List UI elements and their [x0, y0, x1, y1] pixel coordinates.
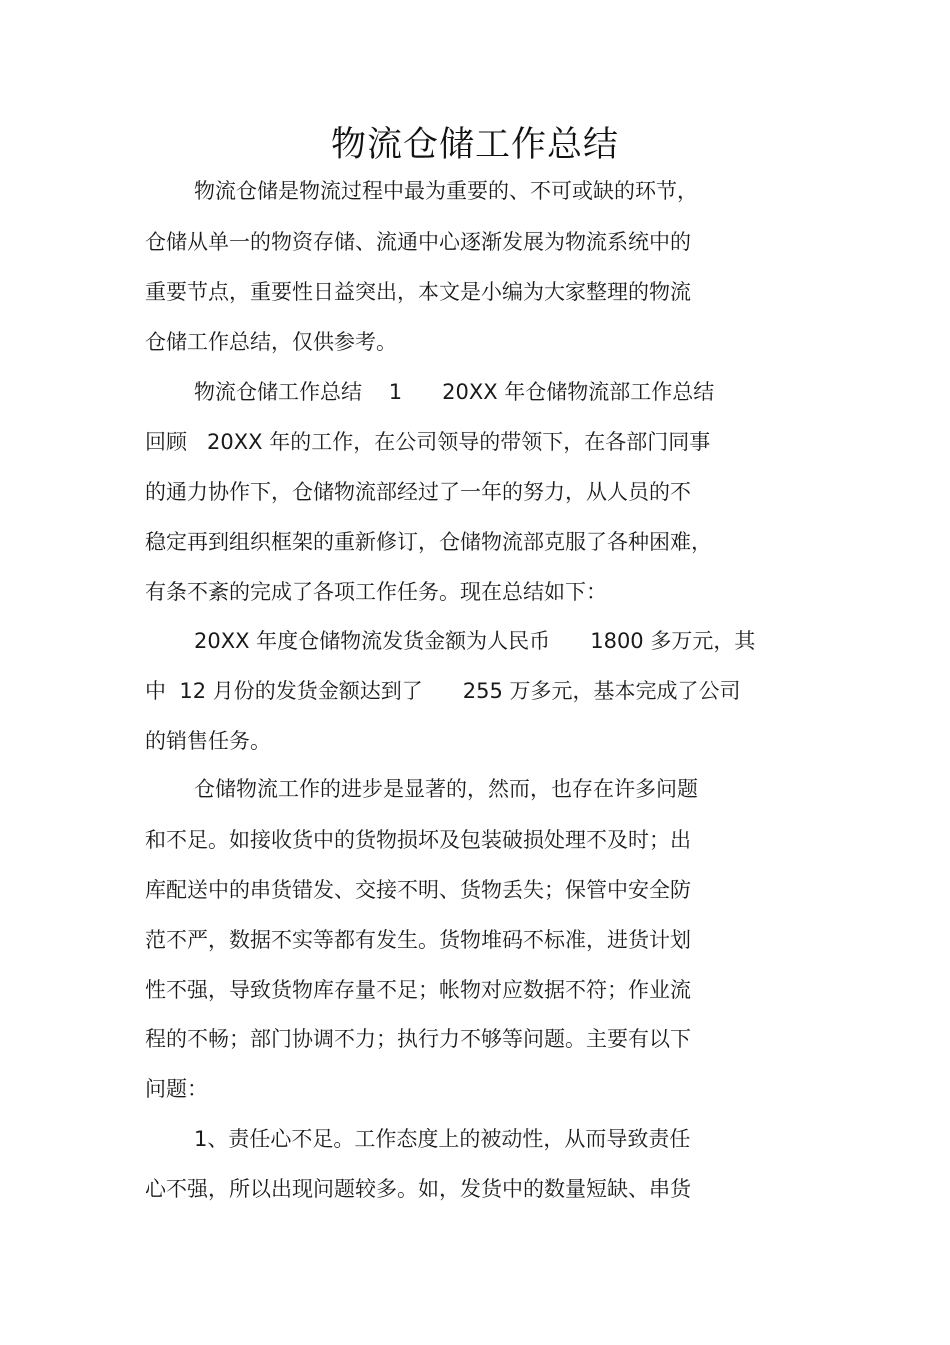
paragraph-line: 仓储工作总结，仅供参考。 — [145, 330, 397, 354]
paragraph-line: 仓储物流工作的进步是显著的，然而，也存在许多问题 — [194, 777, 698, 801]
paragraph-line: 仓储从单一的物资存储、流通中心逐渐发展为物流系统中的 — [145, 230, 691, 254]
paragraph-line: 有条不紊的完成了各项工作任务。现在总结如下： — [145, 580, 607, 604]
paragraph-line: 问题： — [145, 1077, 208, 1101]
paragraph-line: 稳定再到组织框架的重新修订，仓储物流部克服了各种困难， — [145, 530, 712, 554]
paragraph-line: 20XX 年度仓储物流发货金额为人民币 1800 多万元，其 — [194, 629, 756, 653]
paragraph-line: 和不足。如接收货中的货物损坏及包装破损处理不及时；出 — [145, 828, 691, 852]
document-title: 物流仓储工作总结 — [330, 125, 619, 165]
paragraph-line: 范不严，数据不实等都有发生。货物堆码不标准，进货计划 — [145, 928, 691, 952]
paragraph-line: 性不强，导致货物库存量不足；帐物对应数据不符；作业流 — [145, 978, 691, 1002]
paragraph-line: 程的不畅；部门协调不力；执行力不够等问题。主要有以下 — [145, 1027, 691, 1051]
paragraph-line: 1、责任心不足。工作态度上的被动性，从而导致责任 — [194, 1127, 691, 1151]
paragraph-line: 物流仓储是物流过程中最为重要的、不可或缺的环节， — [194, 179, 698, 203]
paragraph-line: 库配送中的串货错发、交接不明、货物丢失；保管中安全防 — [145, 878, 691, 902]
paragraph-line: 的通力协作下，仓储物流部经过了一年的努力，从人员的不 — [145, 480, 691, 504]
paragraph-line: 回顾 20XX 年的工作，在公司领导的带领下，在各部门同事 — [145, 430, 711, 454]
paragraph-line: 重要节点，重要性日益突出，本文是小编为大家整理的物流 — [145, 280, 691, 304]
paragraph-line: 心不强，所以出现问题较多。如，发货中的数量短缺、串货 — [145, 1177, 691, 1201]
paragraph-line: 的销售任务。 — [145, 729, 271, 753]
paragraph-line: 物流仓储工作总结 1 20XX 年仓储物流部工作总结 — [194, 380, 715, 404]
paragraph-line: 中 12 月份的发货金额达到了 255 万多元，基本完成了公司 — [145, 679, 741, 703]
